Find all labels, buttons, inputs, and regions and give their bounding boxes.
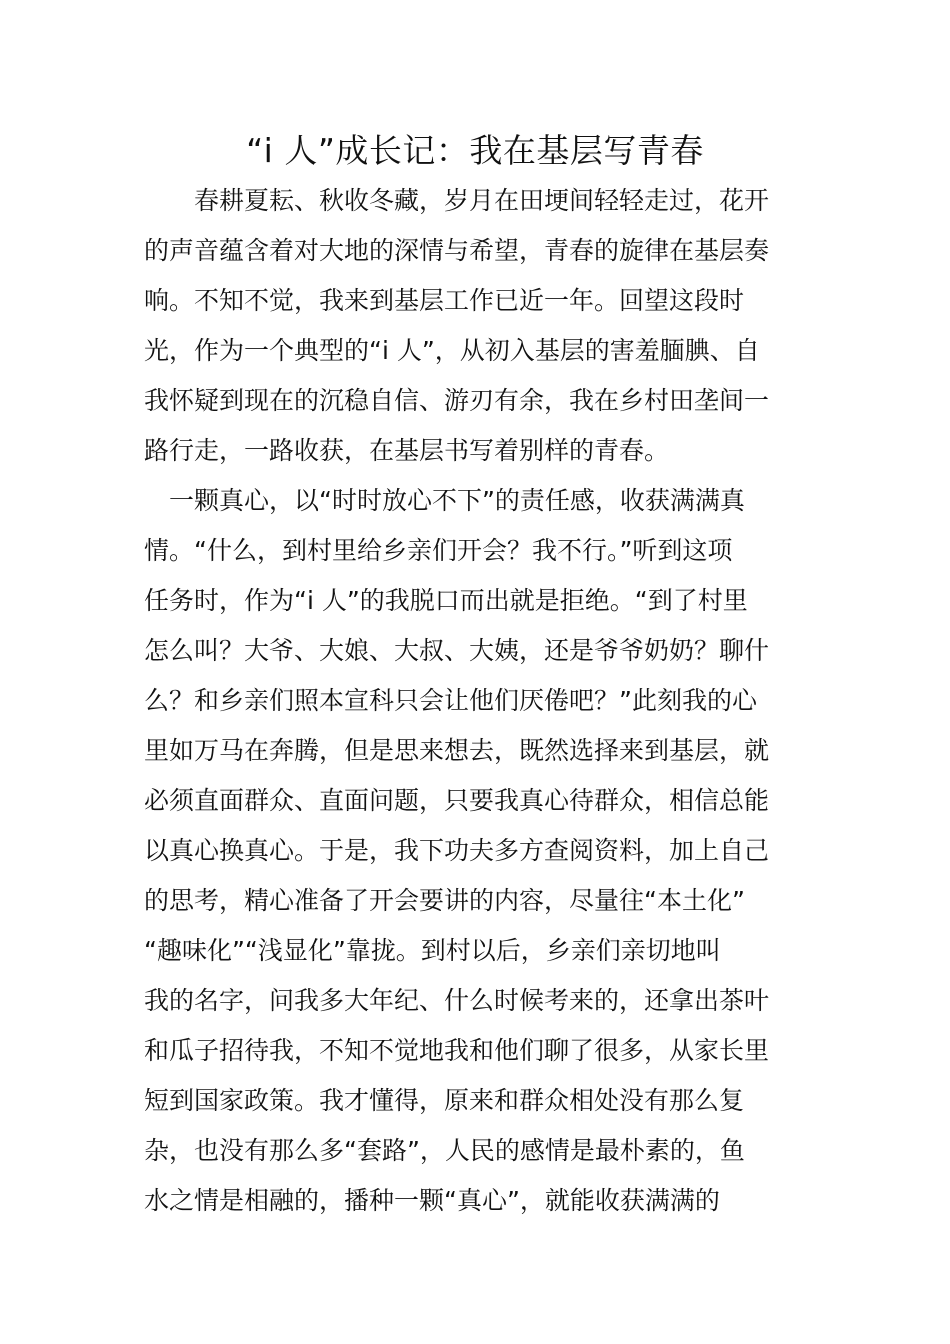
body-line: 我的名字，问我多大年纪、什么时候考来的，还拿出茶叶 (144, 986, 770, 1015)
body-line: 么？和乡亲们照本宣科只会让他们厌倦吧？”此刻我的心 (144, 686, 757, 715)
body-line: 的思考，精心准备了开会要讲的内容，尽量往“本土化” (144, 886, 745, 915)
body-line: 我怀疑到现在的沉稳自信、游刃有余，我在乡村田垄间一 (144, 386, 770, 415)
body-line: 一颗真心，以“时时放心不下”的责任感，收获满满真 (144, 486, 745, 515)
body-line: 和瓜子招待我，不知不觉地我和他们聊了很多，从家长里 (144, 1036, 770, 1065)
body-line: 路行走，一路收获，在基层书写着别样的青春。 (144, 436, 670, 465)
body-line: 的声音蕴含着对大地的深情与希望，青春的旋律在基层奏 (144, 236, 770, 265)
body-line: 水之情是相融的，播种一颗“真心”，就能收获满满的 (144, 1186, 720, 1215)
body-line: 以真心换真心。于是，我下功夫多方查阅资料，加上自己 (144, 836, 770, 865)
body-line: 必须直面群众、直面问题，只要我真心待群众，相信总能 (144, 786, 770, 815)
body-line: 任务时，作为“i 人”的我脱口而出就是拒绝。“到了村里 (144, 586, 748, 615)
document-title: “i 人”成长记：我在基层写青春 (246, 131, 704, 170)
body-line: 里如万马在奔腾，但是思来想去，既然选择来到基层，就 (144, 736, 770, 765)
body-line: “趣味化”“浅显化”靠拢。到村以后，乡亲们亲切地叫 (144, 936, 721, 965)
body-line: 杂，也没有那么多“套路”，人民的感情是最朴素的，鱼 (144, 1136, 745, 1165)
body-line: 响。不知不觉，我来到基层工作已近一年。回望这段时 (144, 286, 745, 315)
body-line: 情。“什么，到村里给乡亲们开会？我不行。”听到这项 (144, 536, 733, 565)
body-line: 短到国家政策。我才懂得，原来和群众相处没有那么复 (144, 1086, 745, 1115)
body-line: 春耕夏耘、秋收冬藏，岁月在田埂间轻轻走过，花开 (144, 186, 770, 215)
body-line: 怎么叫？大爷、大娘、大叔、大姨，还是爷爷奶奶？聊什 (144, 636, 770, 665)
body-line: 光，作为一个典型的“i 人”，从初入基层的害羞腼腆、自 (144, 336, 760, 365)
